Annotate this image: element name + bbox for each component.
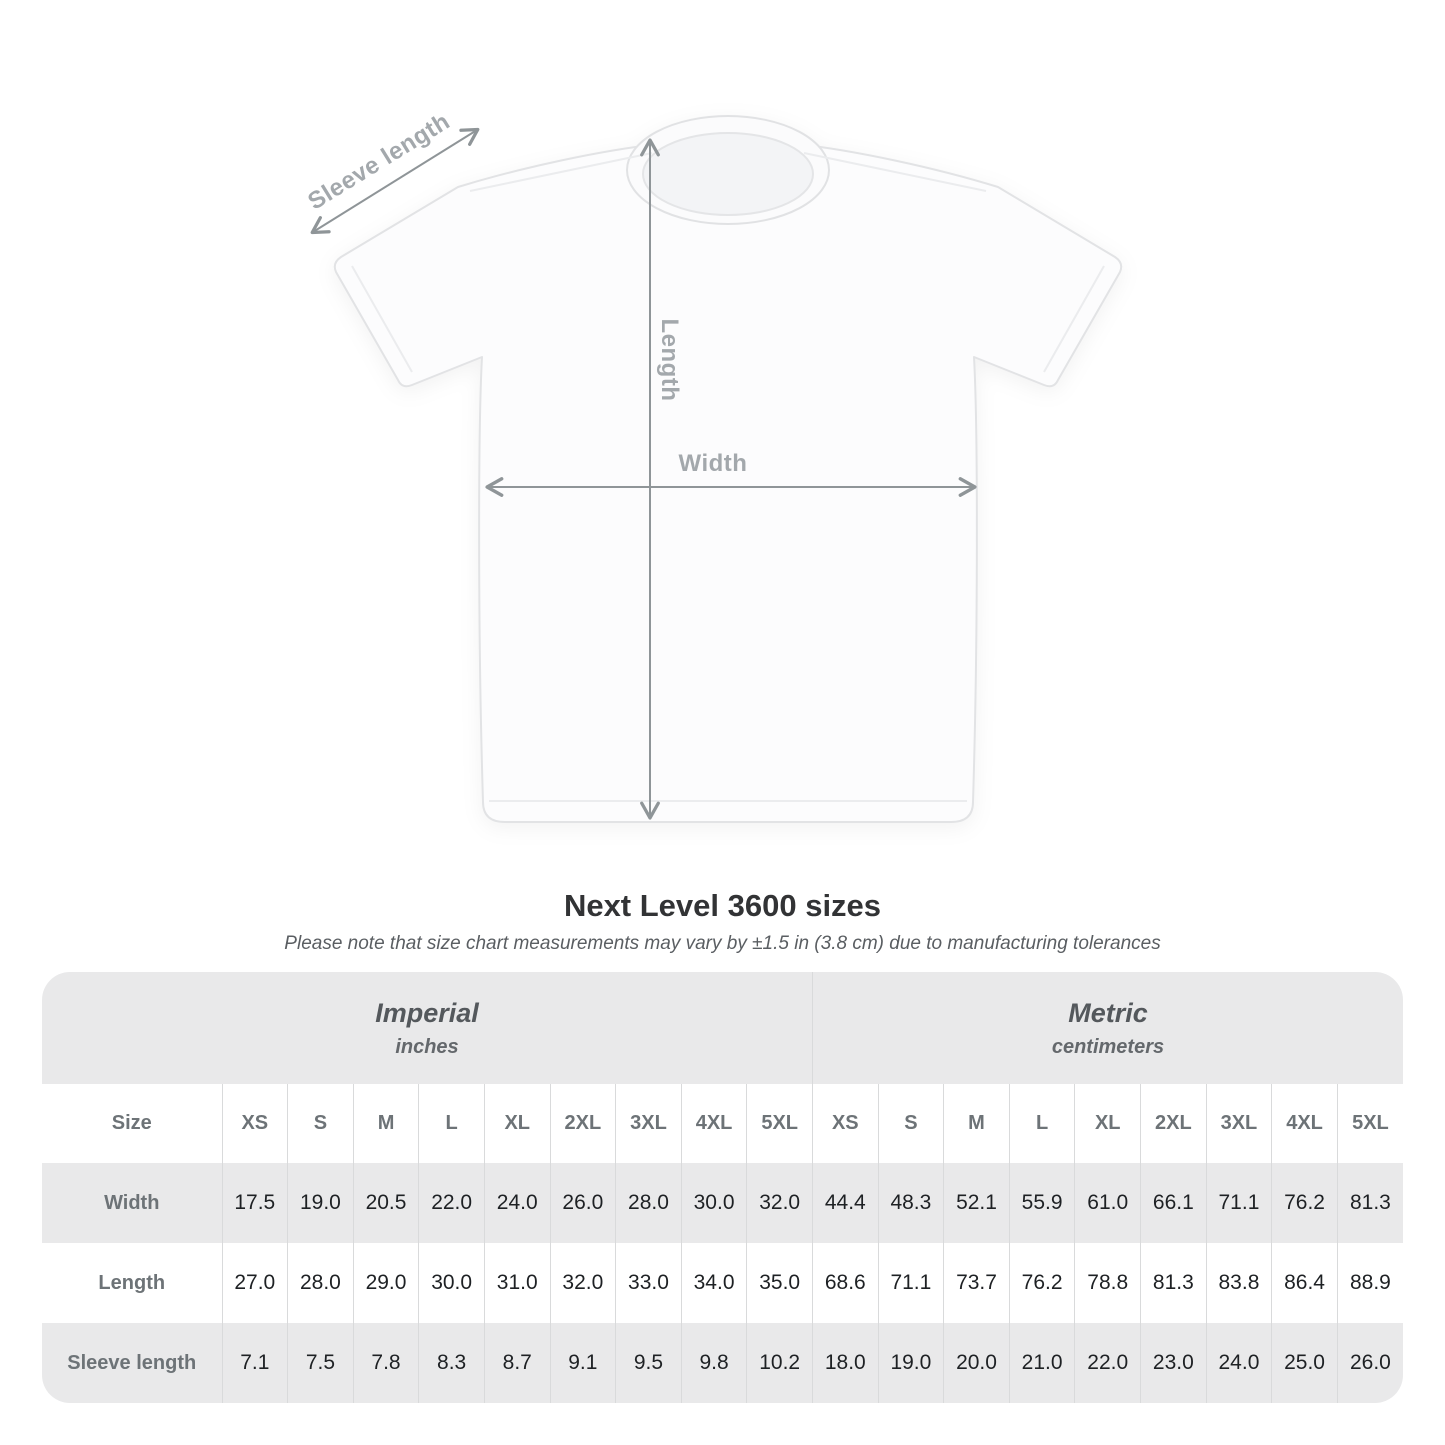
imperial-value: 27.0 <box>222 1243 288 1323</box>
imperial-value: 17.5 <box>222 1163 288 1243</box>
collar-inner <box>643 133 813 215</box>
imperial-value: 26.0 <box>550 1163 616 1243</box>
imperial-value: 22.0 <box>419 1163 485 1243</box>
metric-value: 18.0 <box>812 1323 878 1403</box>
tolerance-note: Please note that size chart measurements may vary by ±1.5 in (3.8 cm) due to manufacturing tolerances <box>284 933 1161 954</box>
length-label: Length <box>656 318 683 402</box>
metric-value: 83.8 <box>1206 1243 1272 1323</box>
size-table-grid <box>42 972 1403 1403</box>
metric-value: 71.1 <box>1206 1163 1272 1243</box>
metric-value: 48.3 <box>878 1163 944 1243</box>
metric-value: 44.4 <box>812 1163 878 1243</box>
imperial-value: 7.8 <box>353 1323 419 1403</box>
imperial-value: 33.0 <box>616 1243 682 1323</box>
measurement-label: Length <box>42 1243 222 1323</box>
imperial-label: Imperial <box>375 997 479 1028</box>
imperial-value: 19.0 <box>288 1163 354 1243</box>
metric-value: 76.2 <box>1009 1243 1075 1323</box>
size-header-row <box>42 1084 1403 1163</box>
size-header-metric-4xl: 4XL <box>1272 1084 1338 1163</box>
metric-value: 66.1 <box>1141 1163 1207 1243</box>
imperial-value: 7.5 <box>288 1323 354 1403</box>
metric-value: 81.3 <box>1141 1243 1207 1323</box>
tshirt-silhouette <box>335 144 1121 822</box>
imperial-value: 8.3 <box>419 1323 485 1403</box>
size-header-metric-xl: XL <box>1075 1084 1141 1163</box>
size-table <box>42 972 1403 1403</box>
measurement-row-length <box>42 1243 1403 1323</box>
metric-value: 26.0 <box>1337 1323 1403 1403</box>
size-header-imperial-xs: XS <box>222 1084 288 1163</box>
imperial-value: 28.0 <box>288 1243 354 1323</box>
size-header-metric-xs: XS <box>812 1084 878 1163</box>
size-header-imperial-s: S <box>288 1084 354 1163</box>
imperial-value: 20.5 <box>353 1163 419 1243</box>
imperial-unit-label: inches <box>395 1035 459 1058</box>
metric-value: 22.0 <box>1075 1323 1141 1403</box>
size-header-imperial-4xl: 4XL <box>681 1084 747 1163</box>
metric-value: 21.0 <box>1009 1323 1075 1403</box>
metric-value: 71.1 <box>878 1243 944 1323</box>
size-header-metric-5xl: 5XL <box>1337 1084 1403 1163</box>
size-table-body <box>42 1163 1403 1403</box>
metric-value: 25.0 <box>1272 1323 1338 1403</box>
metric-value: 52.1 <box>944 1163 1010 1243</box>
imperial-value: 7.1 <box>222 1323 288 1403</box>
size-header-imperial-3xl: 3XL <box>616 1084 682 1163</box>
sleeve-length-label: Sleeve length <box>303 107 455 216</box>
imperial-value: 24.0 <box>484 1163 550 1243</box>
size-column-header: Size <box>42 1084 222 1163</box>
size-header-imperial-m: M <box>353 1084 419 1163</box>
imperial-value: 9.8 <box>681 1323 747 1403</box>
size-header-metric-l: L <box>1009 1084 1075 1163</box>
metric-value: 55.9 <box>1009 1163 1075 1243</box>
metric-group-header <box>812 972 1403 1084</box>
imperial-value: 32.0 <box>747 1163 813 1243</box>
metric-value: 20.0 <box>944 1323 1010 1403</box>
metric-value: 23.0 <box>1141 1323 1207 1403</box>
size-header-metric-s: S <box>878 1084 944 1163</box>
size-header-imperial-5xl: 5XL <box>747 1084 813 1163</box>
size-header-imperial-2xl: 2XL <box>550 1084 616 1163</box>
imperial-value: 29.0 <box>353 1243 419 1323</box>
metric-value: 73.7 <box>944 1243 1010 1323</box>
size-header-imperial-l: L <box>419 1084 485 1163</box>
metric-value: 76.2 <box>1272 1163 1338 1243</box>
measurement-row-width <box>42 1163 1403 1243</box>
imperial-group-header <box>42 972 812 1084</box>
size-header-metric-3xl: 3XL <box>1206 1084 1272 1163</box>
metric-unit-label: centimeters <box>1051 1035 1165 1058</box>
imperial-value: 28.0 <box>616 1163 682 1243</box>
metric-value: 19.0 <box>878 1323 944 1403</box>
size-header-metric-2xl: 2XL <box>1141 1084 1207 1163</box>
metric-value: 61.0 <box>1075 1163 1141 1243</box>
measurement-row-sleeve-length <box>42 1323 1403 1403</box>
measurement-label: Width <box>42 1163 222 1243</box>
imperial-value: 31.0 <box>484 1243 550 1323</box>
imperial-value: 9.1 <box>550 1323 616 1403</box>
metric-value: 78.8 <box>1075 1243 1141 1323</box>
metric-value: 68.6 <box>812 1243 878 1323</box>
metric-value: 86.4 <box>1272 1243 1338 1323</box>
metric-value: 81.3 <box>1337 1163 1403 1243</box>
imperial-value: 30.0 <box>419 1243 485 1323</box>
metric-value: 24.0 <box>1206 1323 1272 1403</box>
size-header-imperial-xl: XL <box>484 1084 550 1163</box>
unit-group-row <box>42 972 1403 1084</box>
imperial-value: 8.7 <box>484 1323 550 1403</box>
page-title: Next Level 3600 sizes <box>563 888 882 923</box>
metric-label: Metric <box>1068 997 1148 1028</box>
size-header-metric-m: M <box>944 1084 1010 1163</box>
measurement-label: Sleeve length <box>42 1323 222 1403</box>
metric-value: 88.9 <box>1337 1243 1403 1323</box>
imperial-value: 10.2 <box>747 1323 813 1403</box>
width-label: Width <box>678 450 748 477</box>
imperial-value: 35.0 <box>747 1243 813 1323</box>
imperial-value: 34.0 <box>681 1243 747 1323</box>
imperial-value: 30.0 <box>681 1163 747 1243</box>
title-block <box>0 888 1445 955</box>
imperial-value: 32.0 <box>550 1243 616 1323</box>
imperial-value: 9.5 <box>616 1323 682 1403</box>
